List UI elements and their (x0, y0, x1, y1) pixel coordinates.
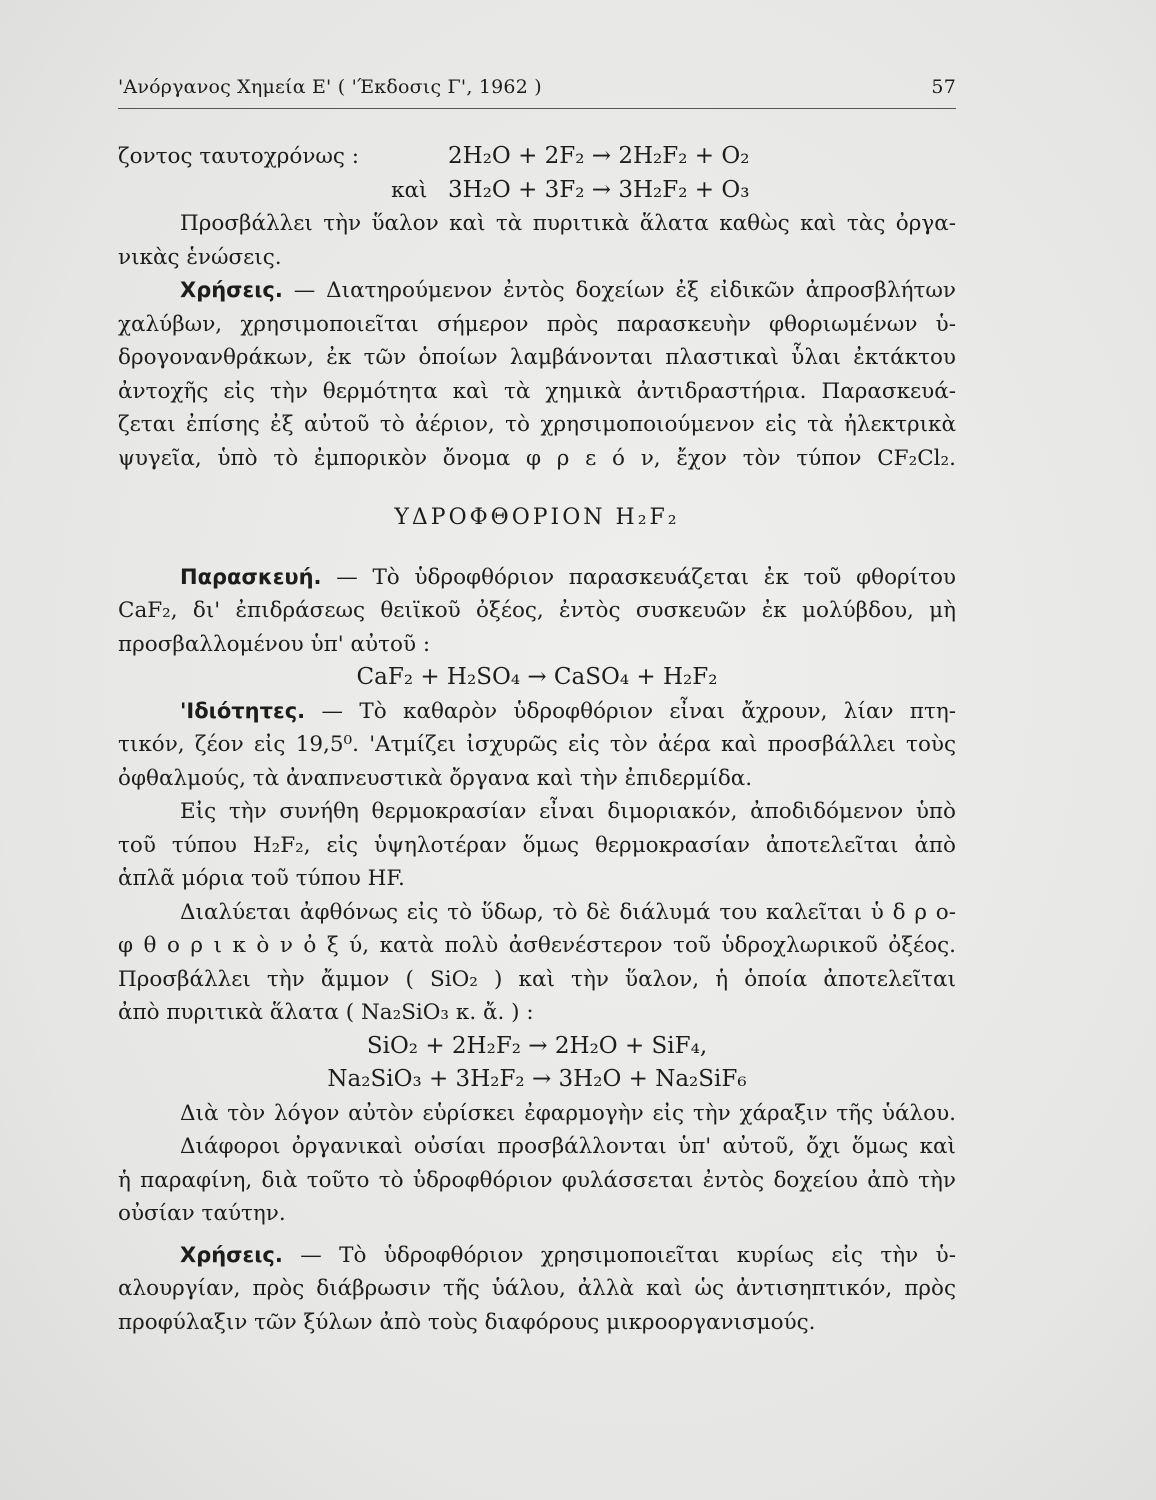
running-header (118, 76, 956, 98)
uses1-line3: δρογονανθράκων, ἐκ τῶν ὁποίων λαμβάνονται πλαστικαὶ ὗλαι ἐκτάκτου (118, 345, 956, 370)
uses2-text-1: — Τὸ ὑδροφθόριον χρησιμοποιεῖται κυρίως εἰς τὴν ὑ- (300, 1242, 956, 1268)
equation-line-2 (118, 174, 956, 208)
prep-line1 (118, 561, 956, 595)
props-p2-line3: ἁπλᾶ μόρια τοῦ τύπου HF. (118, 866, 405, 891)
conj-text: καὶ (391, 177, 428, 203)
props-p5-line3: οὐσίαν ταύτην. (118, 1201, 286, 1226)
prep-line3: προσβαλλομένου ὑπ' αὐτοῦ : (118, 631, 431, 657)
props-p3-line4: ἀπὸ πυριτικὰ ἅλατα ( Na₂SiO₃ κ. ἄ. ) : (118, 1000, 534, 1025)
prep-text-1: — Τὸ ὑδροφθόριον παρασκευάζεται ἐκ τοῦ φθορίτου (336, 564, 956, 590)
props-p5-line1: Διάφοροι ὀργανικαὶ οὐσίαι προσβάλλονται ὑπ' αὐτοῦ, ὄχι ὅμως καὶ (180, 1134, 956, 1159)
prep-heading: Παρασκευή. (180, 564, 322, 589)
para1-line1: Προσβάλλει τὴν ὕαλον καὶ τὰ πυριτικὰ ἅλατα καθὼς καὶ τὰς ὀργα- (180, 211, 956, 236)
uses1-heading: Χρήσεις. (180, 278, 283, 302)
props-heading: 'Ιδιότητες. (180, 698, 306, 723)
props-p3-line3: Προσβάλλει τὴν ἄμμον ( SiO₂ ) καὶ τὴν ὕαλον, ἡ ὁποία ἀποτελεῖται (118, 966, 956, 992)
props-line1 (118, 695, 956, 729)
uses1-line5: ζεται ἐπίσης ἐξ αὐτοῦ τὸ ἀέριον, τὸ χρησιμοποιούμενον εἰς τὰ ἠλεκτρικὰ (118, 412, 956, 437)
equation-fluorine-water-2: 3H₂O + 3F₂ → 3H₂F₂ + O₃ (448, 176, 750, 203)
equation-conjunction (118, 174, 448, 208)
uses2-line3: προφύλαξιν τῶν ξύλων ἀπὸ τοὺς διαφόρους μικροοργανισμούς. (118, 1309, 816, 1335)
props-line2: τικόν, ζέον εἰς 19,5⁰. 'Ατμίζει ἰσχυρῶς εἰς τὸν ἀέρα καὶ προσβάλλει τοὺς (118, 732, 956, 757)
uses1-text-1: — Διατηρούμενον ἐντὸς δοχείων ἐξ εἰδικῶν ἀπροσβλήτων (293, 278, 956, 303)
uses2-line2: αλουργίαν, πρὸς διάβρωσιν τῆς ὑάλου, ἀλλὰ καὶ ὡς ἀντισηπτικόν, πρὸς (118, 1276, 956, 1301)
prep-equation: CaF₂ + H₂SO₄ → CaSO₄ + H₂F₂ (356, 664, 718, 690)
props-p3-line1: Διαλύεται ἀφθόνως εἰς τὸ ὕδωρ, τὸ δὲ διάλυμά του καλεῖται ὑ δ ρ ο- (180, 899, 956, 925)
props-line3: ὀφθαλμούς, τὰ ἀναπνευστικὰ ὄργανα καὶ τὴν ἐπιδερμίδα. (118, 765, 753, 791)
uses1-line1 (118, 274, 956, 308)
props-p5-line2: ἡ παραφίνη, διὰ τοῦτο τὸ ὑδροφθόριον φυλάσσεται ἐντὸς δοχείου ἀπὸ τὴν (118, 1167, 956, 1193)
section-title: ΥΔΡΟΦΘΟΡΙΟΝ H₂F₂ (394, 505, 680, 530)
equation-line-1 (118, 140, 956, 174)
props-p4: Διὰ τὸν λόγον αὐτὸν εὑρίσκει ἐφαρμογὴν εἰς τὴν χάραξιν τῆς ὑάλου. (180, 1100, 956, 1126)
prep-line2: CaF₂, δι' ἐπιδράσεως θειϊκοῦ ὀξέος, ἐντὸς συσκευῶν ἐκ μολύβδου, μὴ (118, 598, 956, 623)
props-text-1: — Τὸ καθαρὸν ὑδροφθόριον εἶναι ἄχρουν, λίαν πτη- (321, 698, 956, 724)
silicate-equation: Na₂SiO₃ + 3H₂F₂ → 3H₂O + Na₂SiF₆ (327, 1066, 747, 1092)
uses1-line6: ψυγεῖα, ὑπὸ τὸ ἐμπορικὸν ὄνομα φ ρ ε ό ν, ἔχον τὸν τύπον CF₂Cl₂. (118, 445, 956, 471)
running-title: 'Ανόργανος Χημεία Ε' ( 'Έκδοσις Γ', 1962 ) (118, 76, 542, 98)
para1-line2: νικὰς ἑνώσεις. (118, 244, 282, 270)
silica-equation: SiO₂ + 2H₂F₂ → 2H₂O + SiF₄, (366, 1032, 708, 1059)
equation-fluorine-water-1: 2H₂O + 2F₂ → 2H₂F₂ + O₂ (448, 143, 750, 169)
uses2-line1 (118, 1239, 956, 1273)
page-number: 57 (931, 76, 956, 98)
uses2-heading: Χρήσεις. (180, 1242, 283, 1267)
props-p2-line2: τοῦ τύπου H₂F₂, εἰς ὑψηλοτέραν ὅμως θερμοκρασίαν ἀποτελεῖται ἀπὸ (118, 832, 956, 858)
uses1-line2: χαλύβων, χρησιμοποιεῖται σήμερον πρὸς παρασκευὴν φθοριωμένων ὑ- (118, 311, 956, 337)
page-body (118, 140, 956, 1339)
uses1-line4: ἀντοχῆς εἰς τὴν θερμότητα καὶ τὰ χημικὰ ἀντιδραστήρια. Παρασκευά- (118, 378, 956, 404)
equation-lead-text: ζοντος ταυτοχρόνως : (118, 144, 360, 169)
props-p2-line1: Εἰς τὴν συνήθη θερμοκρασίαν εἶναι διμοριακόν, ἀποδιδόμενον ὑπὸ (180, 799, 956, 824)
props-p3-line2: φ θ ο ρ ι κ ὸ ν ὀ ξ ύ, κατὰ πολὺ ἀσθενέστερον τοῦ ὑδροχλωρικοῦ ὀξέος. (118, 933, 956, 958)
header-rule (118, 108, 956, 109)
